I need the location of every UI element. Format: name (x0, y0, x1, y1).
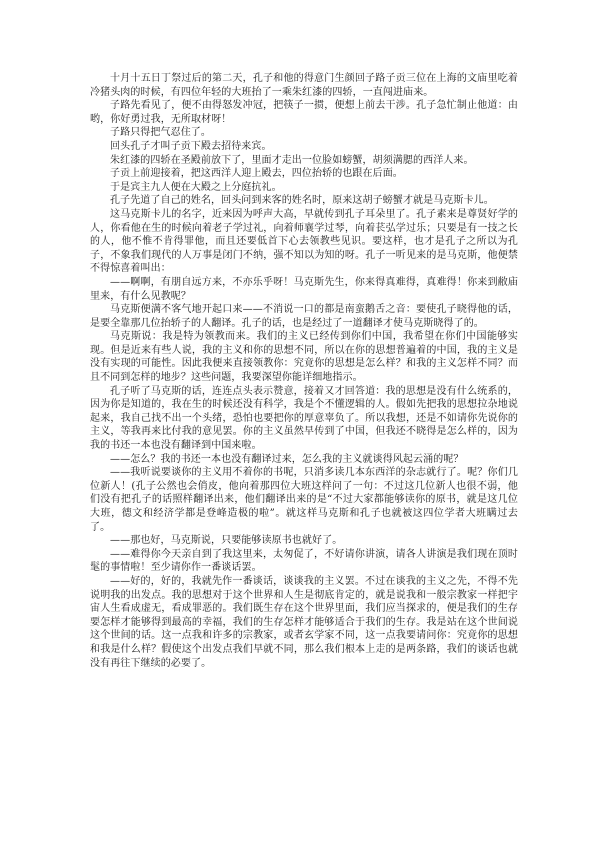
paragraph-9: 这马克斯卡儿的名字，近来因为呼声大高，早就传到孔子耳朵里了。孔子素来是尊贤好学的人，你看他在生的时候向着老子学过礼，向着师襄学过琴，向着苌弘学过乐；只要是有一技之长的人，他不惟不肯得罪他，而且还要低首下心去领教些见识。要这样，也才是孔子之所以为孔子，不象我们现代的人万事是闭门不纳，强不知以为知的呀。孔子一听见来的是马克斯，他便禁不得惊喜着叫出： (90, 208, 518, 275)
paragraph-18: ——好的，好的，我就先作一番谈话，谈谈我的主义罢。不过在谈我的主义之先，不得不先说明我的出发点。我的思想对于这个世界和人生是彻底肯定的，就是说我和一般宗教家一样把宇宙人生看成虚无，看成罪恶的。我们既生存在这个世界里面，我们应当探求的，便是我们的生存要怎样才能够得到最高的幸福，我们的生存怎样才能够适合于我们的生存。我是站在这个世间说这个世间的话。这一点我和许多的宗教家，或者玄学家不同，这一点我要请问你：究竟你的思想和我是什么样？假使这个出发点我们早就不同，那么我们根本上走的是两条路，我们的谈话也就没有再往下继续的必要了。 (90, 575, 518, 669)
paragraph-8: 孔子先道了自己的姓名，回头问到来客的姓名时，原来这胡子螃蟹才就是马克斯卡儿。 (110, 195, 494, 207)
paragraph-2: 子路先看见了，便不由得怒发冲冠，把筷子一掼，便想上前去干涉。孔子急忙制止他道：由哟，你好勇过我，无所取材呀！ (90, 100, 518, 125)
paragraph-14: ——怎么？我的书还一本也没有翻译过来，怎么我的主义就谈得风起云涌的呢？ (110, 453, 464, 465)
paragraph-15-head: ——我听说要谈你的主义用不着你的书呢，只消多读几本东西洋的杂志就行了。 (110, 467, 468, 479)
paragraph-6: 子贡上前迎接着，把这西洋人迎上殿去，四位抬轿的也跟在后面。 (110, 168, 403, 180)
paragraph-11: 马克斯便满不客气地开起口来——不消说一口的都是南蛮鹅舌之音：要使孔子晓得他的话，是要全靠那几位抬轿子的人翻译。孔子的话，也是经过了一道翻译才使马克斯晓得了的。 (90, 304, 518, 329)
paragraph-17: ——难得你今天亲自到了我这里来，太匆促了，不好请你讲演，请各人讲演是我们现在顶时髦的事情啦！至少请你作一番谈话罢。 (90, 548, 518, 574)
paragraph-5: 朱红漆的四轿在圣殿前放下了，里面才走出一位脸如螃蟹，胡须满腮的西洋人来。 (110, 154, 474, 166)
paragraph-15-tail: 呢？你们几位新人！(孔子公然也会俏皮，他向着那四位大班这样问了一句：不过这几位新人也很不弱，他们没有把孔子的话照样翻译出来，他们翻译出来的是“不过大家都能够读你的原书，就是这几位大班，德文和经济学都是登峰造极的啦”。就这样马克斯和孔子也就被这四位学者大班瞒过去了。 (90, 467, 518, 533)
paragraph-13: 孔子听了马克斯的话，连连点头表示赞意，接着又才回答道：我的思想是没有什么统系的，因为你是知道的，我在生的时候还没有科学，我是个不懂逻辑的人。假如先把我的思想拉杂地说起来，我自己找不出一个头绪，恐怕也要把你的厚意辜负了。所以我想，还是不如请你先说你的主义，等我再来比付我的意见罢。你的主义虽然早传到了中国，但我还不晓得是怎么样的，因为我的书还一本也没有翻译到中国来啦。 (90, 385, 518, 452)
paragraph-3: 子路只得把气忍住了。 (110, 127, 211, 139)
document-page (90, 72, 518, 670)
paragraph-7: 于是宾主九人便在大殿之上分庭抗礼。 (110, 181, 282, 193)
paragraph-4: 回头孔子才叫子贡下殿去招待来宾。 (110, 140, 272, 152)
paragraph-10: ——啊啊，有朋自远方来，不亦乐乎呀！马克斯先生，你来得真难得，真难得！你来到敝庙里来，有什么见教呢？ (90, 276, 518, 302)
paragraph-15 (90, 466, 518, 534)
paragraph-12: 马克斯说：我是特为领教而来。我们的主义已经传到你们中国，我希望在你们中国能够实现。但是近来有些人说，我的主义和你的思想不同，所以在你的思想普遍着的中国，我的主义是没有实现的可能性。因此我便来直接领教你：究竟你的思想是怎么样？和我的主义怎样不同？而且不同到怎样的地步？这些问题，我要深望你能详细地指示。 (90, 331, 518, 384)
paragraph-16: ——那也好，马克斯说，只要能够读原书也就好了。 (110, 535, 343, 547)
paragraph-1: 十月十五日丁祭过后的第二天，孔子和他的得意门生颜回子路子贡三位在上海的文庙里吃着冷猪头肉的时候，有四位年轻的大班抬了一乘朱红漆的四轿，一直闯进庙来。 (90, 73, 518, 98)
